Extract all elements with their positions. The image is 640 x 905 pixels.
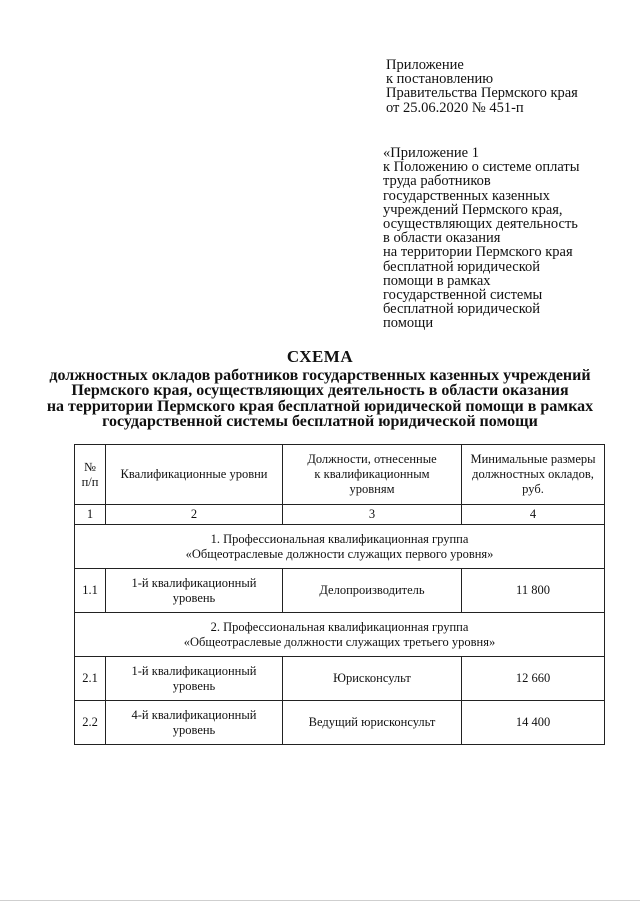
table-row bbox=[75, 569, 605, 613]
row-salary: 12 660 bbox=[462, 657, 605, 701]
appendix-ref-line: помощи bbox=[383, 315, 434, 332]
header-number: № п/п bbox=[75, 445, 106, 505]
title-main: СХЕМА bbox=[286, 347, 354, 366]
row-level: 1-й квалификационный уровень bbox=[106, 569, 283, 613]
column-number: 4 bbox=[462, 505, 605, 525]
title-line: должностных окладов работников государственных казенных учреждений bbox=[49, 366, 591, 384]
row-position: Ведущий юрисконсульт bbox=[283, 701, 462, 745]
row-position: Юрисконсульт bbox=[283, 657, 462, 701]
appendix-line: от 25.06.2020 № 451-п bbox=[386, 99, 524, 116]
row-number: 2.2 bbox=[75, 701, 106, 745]
scan-edge-line bbox=[0, 900, 640, 901]
appendix-ref-line: в области оказания bbox=[383, 230, 501, 247]
appendix-line: к постановлению bbox=[386, 71, 494, 88]
row-number: 2.1 bbox=[75, 657, 106, 701]
header-min-salary: Минимальные размеры должностных окладов, руб. bbox=[462, 445, 605, 505]
appendix-ref-line: «Приложение 1 bbox=[383, 145, 479, 161]
table-header-row bbox=[75, 445, 605, 505]
row-salary: 11 800 bbox=[462, 569, 605, 613]
appendix-ref-line: на территории Пермского края bbox=[383, 244, 573, 261]
title-line: Пермского края, осуществляющих деятельность в области оказания bbox=[71, 382, 569, 400]
row-level: 4-й квалификационный уровень bbox=[106, 701, 283, 745]
column-number: 2 bbox=[106, 505, 283, 525]
document-title bbox=[0, 349, 640, 430]
group-row bbox=[75, 525, 605, 569]
appendix-ref-line: осуществляющих деятельность bbox=[383, 216, 578, 233]
appendix-ref-line: государственной системы bbox=[383, 287, 543, 304]
table-row bbox=[75, 701, 605, 745]
appendix-ref-line: труда работников bbox=[383, 173, 491, 190]
salary-scheme-table bbox=[74, 444, 605, 745]
group-title: 1. Профессиональная квалификационная группа «Общеотраслевые должности служащих первого уровня» bbox=[75, 525, 605, 569]
row-number: 1.1 bbox=[75, 569, 106, 613]
row-position: Делопроизводитель bbox=[283, 569, 462, 613]
title-line: на территории Пермского края бесплатной юридической помощи в рамках bbox=[46, 397, 594, 415]
appendix-ref-line: государственных казенных bbox=[383, 187, 550, 204]
appendix-ref-line: бесплатной юридической bbox=[383, 301, 541, 318]
title-line: государственной системы бесплатной юридической помощи bbox=[102, 413, 538, 431]
group-row bbox=[75, 613, 605, 657]
appendix-line: Приложение bbox=[386, 57, 464, 73]
appendix-reference bbox=[383, 146, 579, 331]
table-row bbox=[75, 657, 605, 701]
appendix-line: Правительства Пермского края bbox=[386, 85, 578, 102]
group-title: 2. Профессиональная квалификационная группа «Общеотраслевые должности служащих третьего уровня» bbox=[75, 613, 605, 657]
header-positions: Должности, отнесенные к квалификационным уровням bbox=[283, 445, 462, 505]
column-number: 1 bbox=[75, 505, 106, 525]
column-number: 3 bbox=[283, 505, 462, 525]
column-numbers-row bbox=[75, 505, 605, 525]
appendix-ref-line: бесплатной юридической bbox=[383, 258, 541, 275]
appendix-ref-line: к Положению о системе оплаты bbox=[383, 159, 580, 176]
appendix-header bbox=[386, 58, 578, 115]
appendix-ref-line: учреждений Пермского края, bbox=[383, 201, 563, 218]
appendix-ref-line: помощи в рамках bbox=[383, 272, 491, 289]
header-qualification-levels: Квалификационные уровни bbox=[106, 445, 283, 505]
row-level: 1-й квалификационный уровень bbox=[106, 657, 283, 701]
row-salary: 14 400 bbox=[462, 701, 605, 745]
